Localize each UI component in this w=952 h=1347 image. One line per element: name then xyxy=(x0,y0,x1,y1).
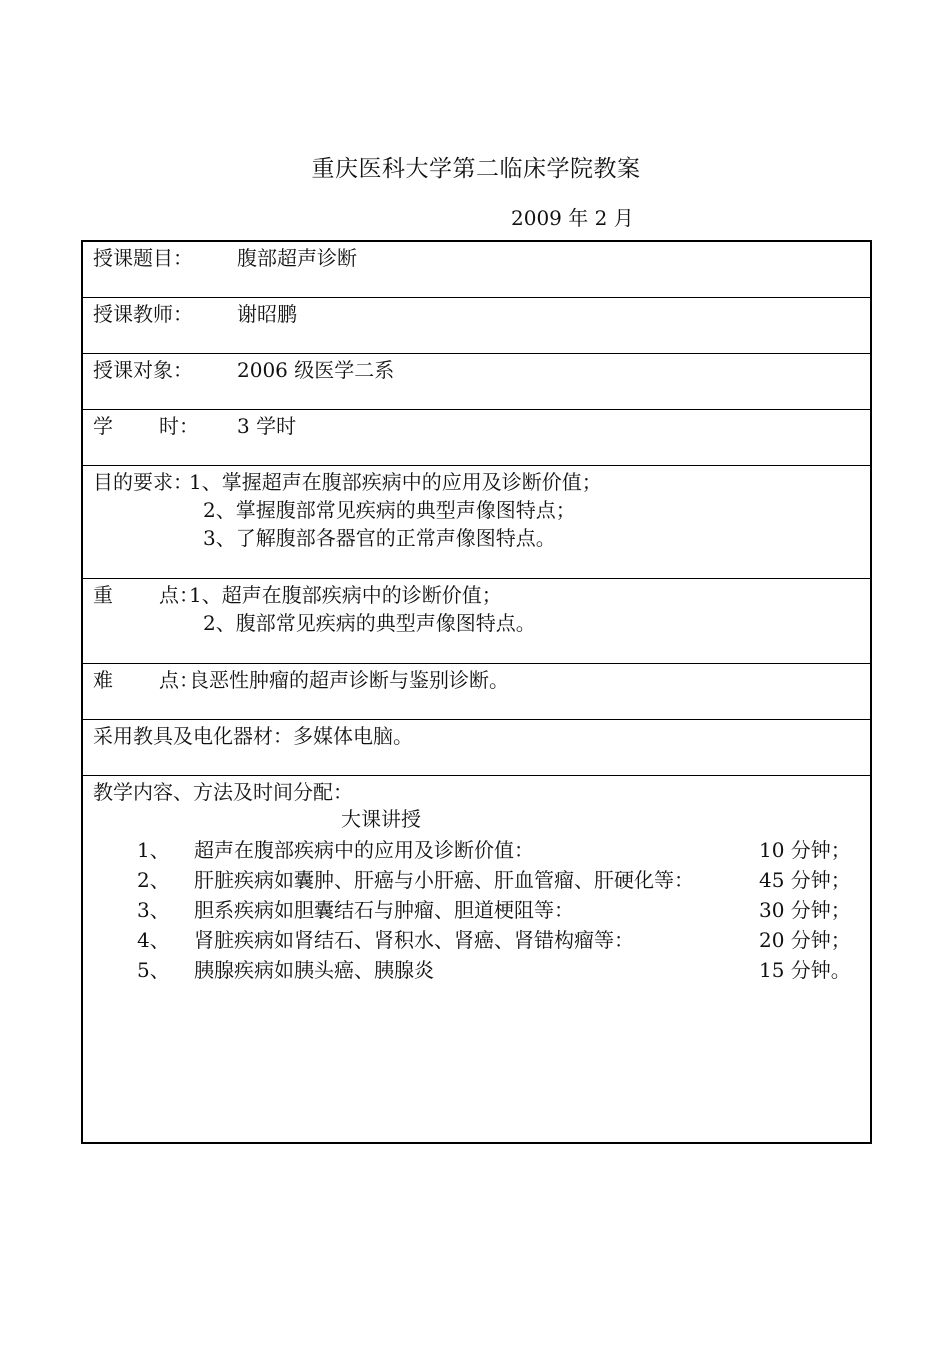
equipment-text: 采用教具及电化器材：多媒体电脑。 xyxy=(93,724,413,748)
objective-item-3: 3、了解腹部各器官的正常声像图特点。 xyxy=(203,526,556,550)
content-item-text: 超声在腹部疾病中的应用及诊断价值： xyxy=(194,838,534,862)
audience-label: 授课对象： xyxy=(93,358,193,382)
row-topic xyxy=(83,242,870,298)
difficulties-label-a: 难 xyxy=(93,668,113,692)
topic-value: 腹部超声诊断 xyxy=(237,246,357,270)
content-item-time: 10 分钟； xyxy=(759,838,851,862)
row-objectives xyxy=(83,466,870,579)
content-item xyxy=(83,896,872,924)
content-item-text: 肾脏疾病如肾结石、肾积水、肾癌、肾错构瘤等： xyxy=(194,928,634,952)
hours-value: 3 学时 xyxy=(237,414,297,438)
hours-label xyxy=(93,412,199,440)
content-item-num: 1、 xyxy=(137,838,170,862)
difficulties-label xyxy=(93,666,199,694)
row-audience xyxy=(83,354,870,410)
row-difficulties xyxy=(83,664,870,720)
key-points-label xyxy=(93,581,199,609)
key-point-item-2: 2、腹部常见疾病的典型声像图特点。 xyxy=(203,611,536,635)
teacher-label: 授课教师： xyxy=(93,302,193,326)
lesson-plan-table xyxy=(81,240,872,1144)
topic-label: 授课题目： xyxy=(93,246,193,270)
row-equipment xyxy=(83,720,870,776)
content-item-time: 30 分钟； xyxy=(759,898,851,922)
objective-item-2: 2、掌握腹部常见疾病的典型声像图特点； xyxy=(203,498,576,522)
content-heading: 教学内容、方法及时间分配： xyxy=(93,780,353,804)
teacher-value: 谢昭鹏 xyxy=(237,302,297,326)
objective-item-1: 1、掌握超声在腹部疾病中的应用及诊断价值； xyxy=(189,470,602,494)
content-item-time: 20 分钟； xyxy=(759,928,851,952)
key-point-item-1: 1、超声在腹部疾病中的诊断价值； xyxy=(189,583,502,607)
objectives-label: 目的要求： xyxy=(93,470,193,494)
content-item-time: 45 分钟； xyxy=(759,868,851,892)
hours-label-b: 时： xyxy=(159,414,199,438)
row-teacher xyxy=(83,298,870,354)
content-item xyxy=(83,926,872,954)
content-item-num: 3、 xyxy=(137,898,170,922)
content-item-text: 肝脏疾病如囊肿、肝癌与小肝癌、肝血管瘤、肝硬化等： xyxy=(194,868,694,892)
row-hours xyxy=(83,410,870,466)
content-item-num: 2、 xyxy=(137,868,170,892)
difficulties-value: 良恶性肿瘤的超声诊断与鉴别诊断。 xyxy=(189,668,509,692)
difficulties-label-b: 点： xyxy=(159,668,199,692)
row-key-points xyxy=(83,579,870,664)
document-title: 重庆医科大学第二临床学院教案 xyxy=(311,156,641,182)
content-item-text: 胰腺疾病如胰头癌、胰腺炎 xyxy=(194,958,434,982)
content-item xyxy=(83,956,872,984)
content-item-num: 5、 xyxy=(137,958,170,982)
content-item xyxy=(83,866,872,894)
key-points-label-a: 重 xyxy=(93,583,113,607)
content-item xyxy=(83,836,872,864)
key-points-label-b: 点： xyxy=(159,583,199,607)
content-item-text: 胆系疾病如胆囊结石与肿瘤、胆道梗阻等： xyxy=(194,898,574,922)
audience-value: 2006 级医学二系 xyxy=(237,358,395,382)
row-content xyxy=(83,776,870,1142)
document-date: 2009 年 2 月 xyxy=(511,206,634,230)
content-item-num: 4、 xyxy=(137,928,170,952)
content-subheading: 大课讲授 xyxy=(341,807,421,831)
hours-label-a: 学 xyxy=(93,414,113,438)
content-item-time: 15 分钟。 xyxy=(759,958,851,982)
